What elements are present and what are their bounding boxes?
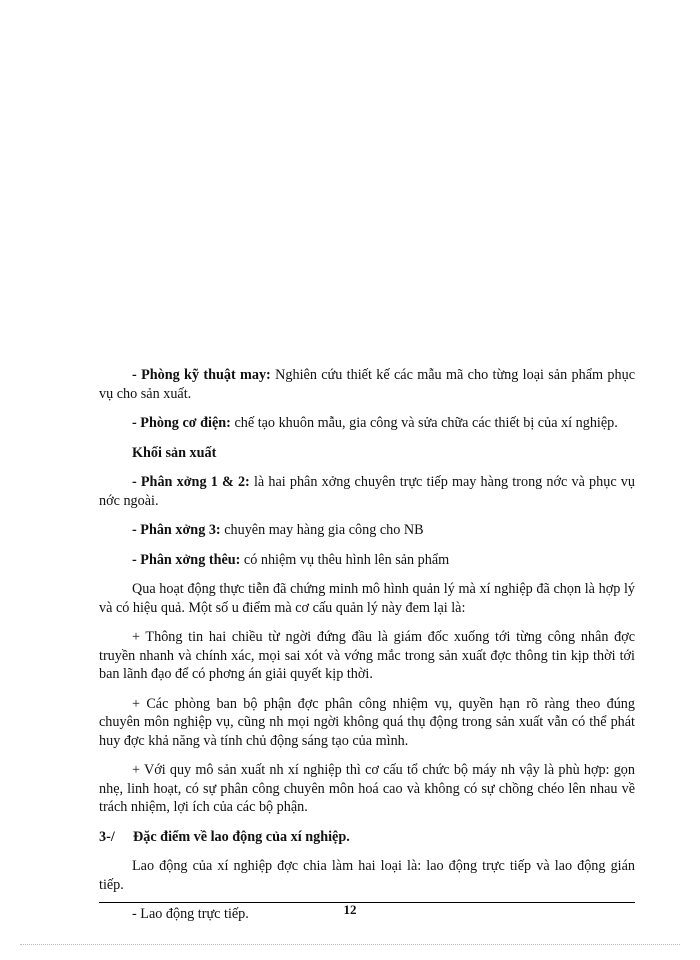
section-number: 3-/ (99, 828, 115, 845)
paragraph-quy-mo-san-xuat: + Với quy mô sản xuất nh xí nghiệp thì cơ cấu tổ chức bộ máy nh vậy là phù hợp: gọn nhẹ, linh hoạt, có sự phân công chuyên môn hoá cao và không có sự chồng chéo lên nhau về trách nhiệm, lợi ích của các bộ phận. (99, 762, 635, 815)
text-phan-xuong-theu: có nhiệm vụ thêu hình lên sản phẩm (240, 551, 450, 568)
paragraph-ky-thuat-may (99, 366, 635, 403)
paragraph-phan-xuong-3 (99, 521, 635, 540)
paragraph-co-dien (99, 414, 635, 433)
label-phong-ky-thuat-may: - Phòng kỹ thuật may: (132, 367, 271, 383)
section-heading-lao-dong (99, 828, 635, 847)
paragraph-phan-xuong-1-2 (99, 473, 635, 510)
document-body (99, 366, 635, 924)
paragraph-hoat-dong-thuc-tien: Qua hoạt động thực tiễn đã chứng minh mô hình quản lý mà xí nghiệp đã chọn là hợp lý và có hiệu quả. Một số u điểm mà cơ cấu quản lý này đem lại là: (99, 581, 635, 616)
text-phong-ky-thuat-may: Nghiên cứu thiết kế các mẫu mã cho từng loại sản phẩm phục vụ cho sản xuất. (99, 367, 635, 402)
text-phong-co-dien: chế tạo khuôn mẫu, gia công và sửa chữa các thiết bị của xí nghiệp. (230, 415, 618, 431)
paragraph-lao-dong-truc-tiep: - Lao động trực tiếp. (132, 906, 249, 922)
label-phan-xuong-theu: - Phân xởng thêu: (132, 551, 241, 568)
paragraph-lao-dong-xi-nghiep: Lao động của xí nghiệp đợc chia làm hai loại là: lao động trực tiếp và lao động gián tiếp. (99, 858, 635, 893)
heading-khoi-san-xuat: Khối sản xuất (132, 444, 217, 461)
text-phan-xuong-3: chuyên may hàng gia công cho NB (220, 522, 424, 538)
page-number: 12 (343, 902, 357, 917)
label-phan-xuong-1-2: - Phân xởng 1 & 2: (132, 474, 250, 490)
paragraph-phan-xuong-theu (99, 551, 635, 570)
paragraph-thong-tin-hai-chieu: + Thông tin hai chiều từ ngời đứng đầu là giám đốc xuống tới từng công nhân đợc truyền nhanh và chính xác, mọi sai xót và vớng mắc trong sản xuất đợc thông tin kịp thời tới ban lãnh đạo để có phơng án giải quyết kịp thời. (99, 629, 635, 682)
label-phan-xuong-3: - Phân xởng 3: (132, 522, 221, 538)
paragraph-cac-phong-ban: + Các phòng ban bộ phận đợc phân công nhiệm vụ, quyền hạn rõ ràng theo đúng chuyên môn nghiệp vụ, cũng nh mọi ngời không quá thụ động trong sản xuất vẫn có thể phát huy đợc khả năng và tính chủ động sáng tạo của mình. (99, 695, 635, 749)
label-phong-co-dien: - Phòng cơ điện: (132, 415, 231, 431)
page-bottom-border (20, 944, 680, 945)
text-phan-xuong-1-2: là hai phân xởng chuyên trực tiếp may hàng trong nớc và phục vụ nớc ngoài. (99, 474, 635, 509)
section-title: Đặc điểm về lao động của xí nghiệp. (133, 828, 350, 845)
